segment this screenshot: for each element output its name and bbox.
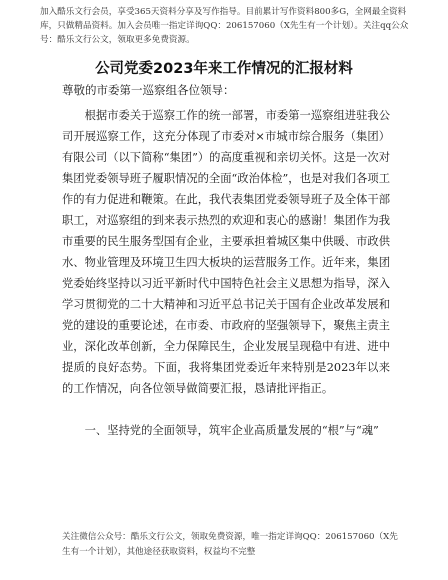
body-paragraph: 根据市委关于巡察工作的统一部署，市委第一巡察组进驻我公司开展巡察工作，这充分体现了市委对×市城市综合服务（集团）有限公司（以下简称“集团”）的高度重视和亲切关怀。这是一次对集团党委领导班子履职情况的全面“政治体检”，也是对我们各项工作的有力促进和鞭策。在此，我代表集团党委领导班子及全体干部职工，对巡察组的到来表示热烈的欢迎和衷心的感谢！集团作为我市重要的民生服务型国有企业，主要承担着城区集中供暖、市政供水、物业管理及环境卫生四大板块的运营服务工作。近年来，集团党委始终坚持以习近平新时代中国特色社会主义思想为指导，深入学习贯彻党的二十大精神和习近平总书记关于国有企业改革发展和党的建设的重要论述，在市委、市政府的坚强领导下，聚焦主责主业，深化改革创新，全力保障民生，企业发展呈现稳中有进、进中提质的良好态势。下面，我将集团党委近年来特别是2023年以来的工作情况，向各位领导做简要汇报，恳请批评指正。 [62, 109, 390, 395]
salutation: 尊敬的市委第一巡察组各位领导： [62, 83, 235, 97]
footer-notice: 关注微信公众号：酷乐文行公文，领取免费资源，唯一指定详询QQ：206157060（X先生有一个计划），其他途径获取资料，权益均不完整 [62, 532, 398, 557]
document-title: 公司党委2023年来工作情况的汇报材料 [95, 61, 353, 77]
header-notice: 加入酷乐文行会员，享受365天资料分享及写作指导。目前累计写作资料800多G，全网最全资料库，只做精品资料。加入会员唯一指定详询QQ：206157060（X先生有一个计划）。关注qq公众号：酷乐文行公文，领取更多免费资源。 [40, 7, 409, 45]
section-heading: 一、坚持党的全面领导，筑牢企业高质量发展的“根”与“魂” [84, 424, 379, 437]
